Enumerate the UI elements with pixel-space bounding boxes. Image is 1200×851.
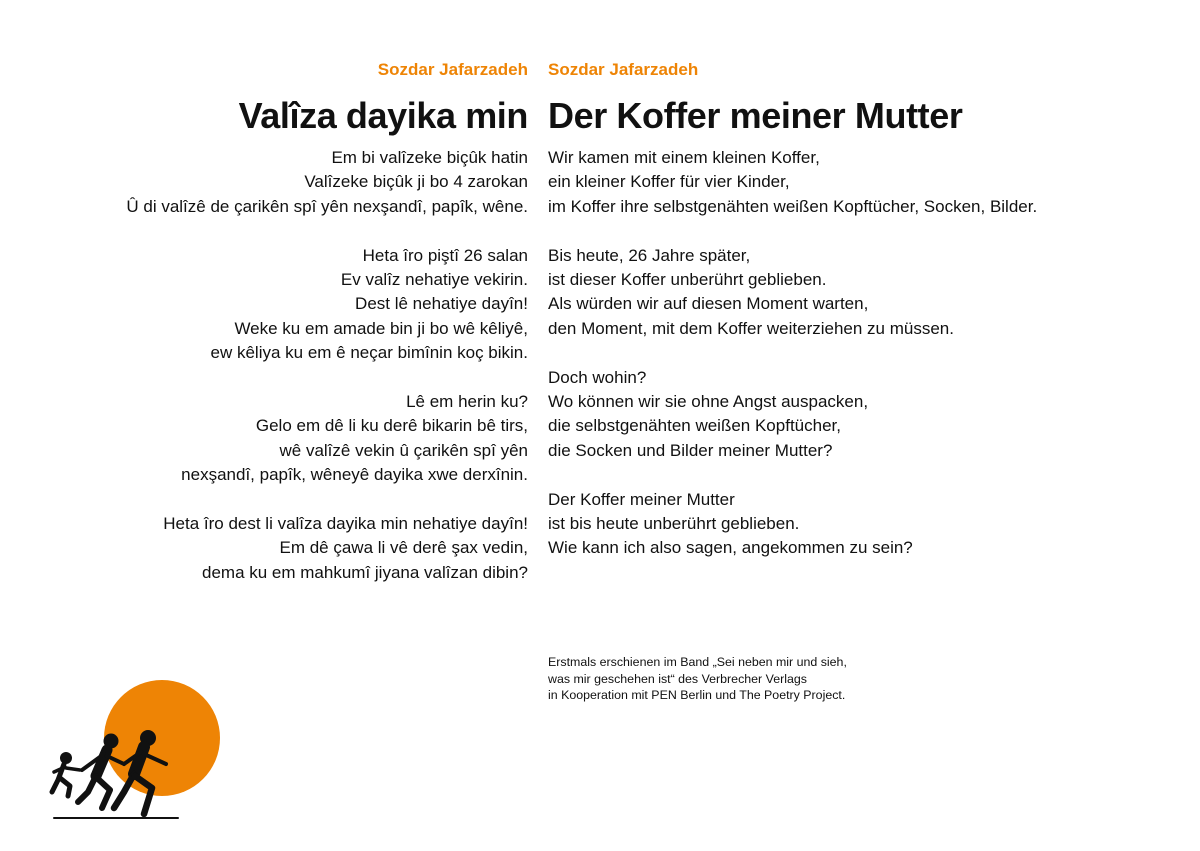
german-author: Sozdar Jafarzadeh	[548, 60, 699, 79]
poem-line: ist dieser Koffer unberührt geblieben.	[548, 270, 827, 290]
poem-line: Als würden wir auf diesen Moment warten,	[548, 294, 869, 314]
publication-note	[548, 654, 847, 704]
poem-line: Weke ku em amade bin ji bo wê kêliyê,	[234, 318, 528, 338]
poem-line: ew kêliya ku em ê neçar bimînin koç bikin.	[210, 343, 528, 363]
poem-line: Der Koffer meiner Mutter	[548, 489, 735, 509]
poem-line: Bis heute, 26 Jahre später,	[548, 245, 751, 265]
note-line: Erstmals erschienen im Band „Sei neben mir und sieh,	[548, 655, 847, 669]
note-line: was mir geschehen ist“ des Verbrecher Verlags	[548, 671, 807, 686]
sun-icon	[104, 680, 220, 796]
poem-line: die Socken und Bilder meiner Mutter?	[548, 440, 833, 460]
poem-line: Û di valîzê de çarikên spî yên nexşandî, papîk, wêne.	[126, 196, 528, 216]
german-stanza-3	[548, 366, 1037, 464]
poem-line: Gelo em dê li ku derê bikarin bê tirs,	[255, 416, 528, 436]
poem-line: Valîzeke biçûk ji bo 4 zarokan	[304, 172, 528, 192]
german-stanza-2	[548, 244, 1037, 342]
german-poem	[548, 146, 1037, 585]
poem-line: Wir kamen mit einem kleinen Koffer,	[548, 148, 820, 167]
kurdish-stanza-4	[126, 512, 528, 585]
poem-line: ein kleiner Koffer für vier Kinder,	[548, 172, 790, 192]
poem-line: Lê em herin ku?	[406, 392, 528, 412]
kurdish-stanza-1	[126, 146, 528, 219]
kurdish-poem	[126, 146, 528, 610]
poem-line: Wo können wir sie ohne Angst auspacken,	[548, 392, 869, 412]
poem-line: die selbstgenähten weißen Kopftücher,	[548, 416, 841, 436]
poem-line: nexşandî, papîk, wêneyê dayika xwe derxînin.	[181, 465, 528, 485]
poem-line: den Moment, mit dem Koffer weiterziehen zu müssen.	[548, 318, 954, 338]
poem-line: Dest lê nehatiye dayîn!	[355, 294, 528, 314]
poem-line: Doch wohin?	[548, 367, 647, 387]
poem-line: Ev valîz nehatiye vekirin.	[340, 270, 528, 290]
poem-line: im Koffer ihre selbstgenähten weißen Kopftücher, Socken, Bilder.	[548, 196, 1038, 216]
german-stanza-4	[548, 488, 1037, 561]
family-fleeing-sun-logo-icon	[44, 668, 230, 828]
poem-line: ist bis heute unberührt geblieben.	[548, 514, 800, 534]
kurdish-stanza-2	[126, 244, 528, 366]
poem-line: Wie kann ich also sagen, angekommen zu sein?	[548, 538, 913, 558]
kurdish-title: Valîza dayika min	[238, 95, 528, 136]
kurdish-author: Sozdar Jafarzadeh	[377, 60, 528, 79]
poem-line: Em dê çawa li vê derê şax vedin,	[279, 538, 528, 558]
poem-line: dema ku em mahkumî jiyana valîzan dibin?	[202, 562, 528, 582]
poem-line: wê valîzê vekin û çarikên spî yên	[279, 440, 528, 460]
poem-line: Heta îro piştî 26 salan	[362, 245, 528, 265]
kurdish-stanza-3	[126, 390, 528, 488]
german-stanza-1	[548, 146, 1037, 219]
poem-line: Em bi valîzeke biçûk hatin	[331, 148, 528, 167]
german-title: Der Koffer meiner Mutter	[548, 95, 963, 136]
note-line: in Kooperation mit PEN Berlin und The Poetry Project.	[548, 688, 846, 703]
poem-line: Heta îro dest li valîza dayika min nehatiye dayîn!	[163, 514, 528, 534]
